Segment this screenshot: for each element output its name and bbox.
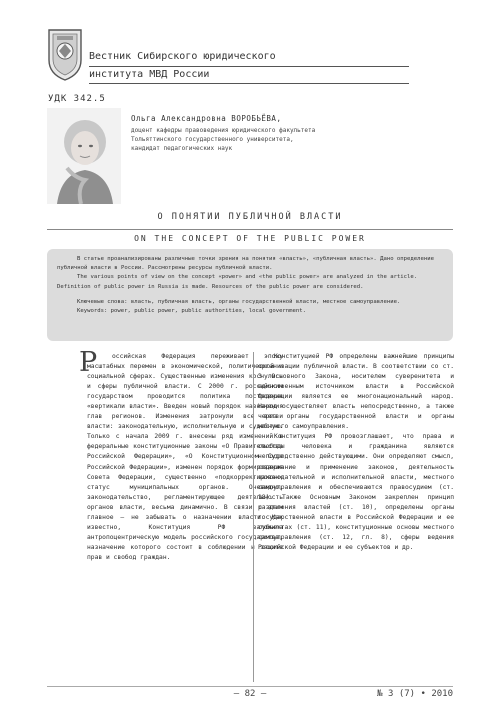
abstract-box — [47, 249, 453, 341]
abstract-ru: В статье проанализированы различные точки зрения на понятия «власть», «публичная власть». Дано определение публичной власти в России. Рассмотрены ресурсы публичной власти. — [57, 256, 434, 272]
journal-title-line1: Вестник Сибирского юридического — [89, 51, 276, 62]
institute-emblem-icon — [45, 26, 85, 82]
article-title-en: ON THE CONCEPT OF THE PUBLIC POWER — [134, 234, 366, 243]
keywords-ru: Ключевые слова: власть, публичная власть, органы государственной власти, местное самоуправление. — [77, 298, 401, 305]
footer-rule — [47, 686, 453, 687]
page-number: – 82 – — [233, 689, 267, 699]
header-rule-bottom — [89, 83, 409, 84]
author-position: доцент кафедры правоведения юридического факультета Тольяттинского государственного университета, кандидат педагогических наук — [131, 127, 316, 152]
body-paragraph: Конституцией РФ определены важнейшие принципы организации публичной власти. В соответствии со ст. 3 Основного Закона, носителем суверенитета и единственным источником власти в Российской Федерации является ее многонациональный народ. Народ осуществляет власть непосредственно, а также через органы государственной власти и органы местного самоуправления. — [258, 353, 454, 431]
udk-code: УДК 342.5 — [48, 94, 106, 104]
title-divider — [47, 229, 453, 230]
keywords-en: Keywords: power, public power, public authorities, local government. — [77, 308, 307, 315]
header-rule-top — [89, 66, 409, 67]
article-title-ru: О ПОНЯТИИ ПУБЛИЧНОЙ ВЛАСТИ — [157, 212, 343, 222]
body-paragraph: оссийская Федерация переживает эпоху масштабных перемен в экономической, политической и социальной сферах. Существенные изменения коснулись и сферы публичной власти. С 2000 г. российским государством проводится политика построения «вертикали власти». Введен новый порядок назначения глав регионов. Изменения затронули все ветви власти: законодательную, исполнительную и судебную. Только с начала 2009 г. внесены ряд изменений в федеральные конституционные законы «О Правительстве Российской Федерации», «О Конституционном Суде Российской Федерации», изменен порядок формирования Совета Федерации, существенно «подкорректирован» статус муниципальных органов. Очевидно, законодательство, регламентирующее деятельность органов власти, весьма динамично. В связи с этим главное – не забывать о назначении власти. Как известно, Конституция РФ заложила антропоцентрическую модель российского государства, назначение которого состоит в соблюдении и защите прав и свобод граждан. — [87, 353, 283, 561]
author-name: Ольга Александровна ВОРОБЬЁВА, — [131, 114, 282, 123]
author-photo — [47, 108, 121, 204]
issue-number: № 3 (7) • 2010 — [377, 689, 453, 699]
journal-title-line2: института МВД России — [89, 69, 210, 80]
column-divider — [253, 352, 254, 682]
author-info — [131, 114, 461, 153]
right-column — [258, 352, 454, 553]
journal-header — [45, 26, 465, 86]
abstract-en: The various points of view on the concept «power» and «the public power» are analyzed in the article. Definition of public power in Russia is made. Resources of the public power are considered. — [57, 274, 418, 290]
body-paragraph: Конституция РФ провозглашает, что права и свободы человека и гражданина являются непосредственно действующими. Они определяют смысл, содержание и применение законов, деятельность законодательной и исполнительной власти, местного самоуправления и обеспечиваются правосудием (ст. 18). Также Основным Законом закреплен принцип разделения властей (ст. 10), определены органы государственной власти в Российской Федерации и ее субъектах (ст. 11), конституционные основы местного самоуправления (ст. 12, гл. 8), сферы ведения Российской Федерации и ее субъектов и др. — [258, 433, 454, 551]
drop-cap: Р — [79, 347, 98, 378]
author-portrait-image — [47, 108, 121, 204]
